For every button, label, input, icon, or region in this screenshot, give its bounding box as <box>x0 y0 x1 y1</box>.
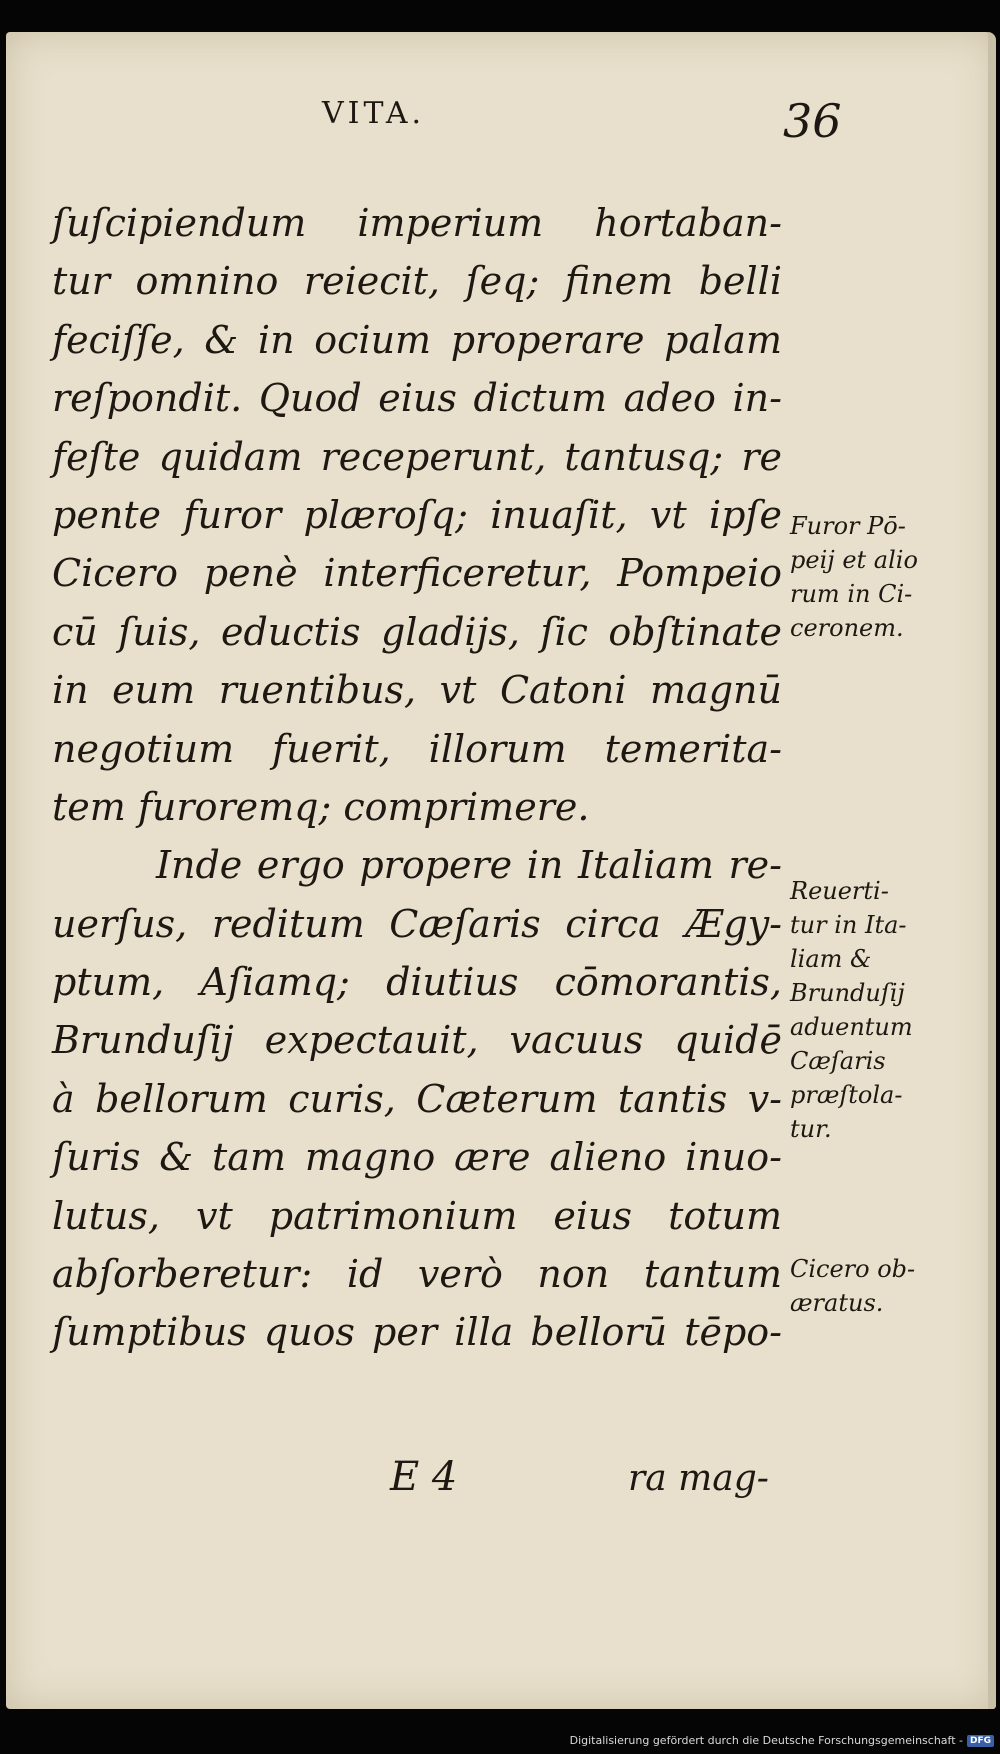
text-line: feciſſe, & in ocium properare palam <box>52 317 782 362</box>
text-line: Inde ergo propere in Italiam re- <box>156 843 782 888</box>
main-text <box>52 194 782 1362</box>
margin-note-line: præſtola- <box>790 1081 903 1109</box>
margin-note-line: rum in Ci- <box>790 580 913 608</box>
margin-note-line: ceronem. <box>790 614 904 642</box>
credit-text: Digitalisierung gefördert durch die Deutsche Forschungsgemeinschaft - <box>569 1734 963 1747</box>
text-line: negotium fuerit, illorum temerita- <box>52 726 782 771</box>
digitization-credit <box>570 1734 994 1747</box>
margin-note-cicero <box>790 1252 970 1320</box>
text-line: cū ſuis, eductis gladijs, ſic obſtinate <box>52 609 782 654</box>
dfg-logo: DFG <box>967 1735 994 1747</box>
text-line: lutus, vt patrimonium eius totum <box>52 1193 782 1238</box>
text-line: ſuris & tam magno ære alieno inuo- <box>52 1135 782 1180</box>
margin-note-line: tur in Ita- <box>790 911 907 939</box>
text-line: pente furor plæroſq; inuaſit, vt ipſe <box>52 492 782 537</box>
margin-note-reuertitur <box>790 874 970 1146</box>
margin-note-line: Furor Pō- <box>790 512 906 540</box>
margin-note-furor <box>790 509 970 645</box>
text-line: reſpondit. Quod eius dictum adeo in- <box>52 376 782 421</box>
text-line: uerſus, reditum Cæſaris circa Ægy- <box>52 901 782 946</box>
page-number: 36 <box>783 94 842 148</box>
margin-note-line: Reuerti- <box>790 877 889 905</box>
text-line: ptum, Aſiamq; diutius cōmorantis, <box>52 960 782 1005</box>
margin-note-line: Brunduſij <box>790 979 905 1007</box>
running-head: VITA. <box>322 96 426 131</box>
text-line: Cicero penè interficeretur, Pompeio <box>52 551 782 596</box>
page-edge <box>988 32 996 1709</box>
text-line: tur omnino reiecit, ſeq; finem belli <box>52 259 782 304</box>
text-line: abſorberetur: id verò non tantum <box>52 1252 782 1297</box>
signature-mark: E 4 <box>390 1454 458 1500</box>
margin-note-line: aduentum <box>790 1013 913 1041</box>
margin-note-line: peij et alio <box>790 546 918 574</box>
margin-note-line: æratus. <box>790 1289 884 1317</box>
text-line: in eum ruentibus, vt Catoni magnū <box>52 668 782 713</box>
margin-note-line: tur. <box>790 1115 832 1143</box>
text-line: tem furoremq; comprimere. <box>52 784 590 829</box>
text-line: Brunduſij expectauit, vacuus quidē <box>52 1018 782 1063</box>
text-line: ſumptibus quos per illa bellorū tēpo- <box>52 1310 782 1355</box>
margin-note-line: liam & <box>790 945 872 973</box>
catchword: ra mag- <box>628 1458 769 1499</box>
margin-note-line: Cicero ob- <box>790 1255 916 1283</box>
text-line: feſte quidam receperunt, tantusq; re <box>52 434 782 479</box>
margin-note-line: Cæſaris <box>790 1047 886 1075</box>
text-line: ſuſcipiendum imperium hortaban- <box>52 201 782 245</box>
text-line: à bellorum curis, Cæterum tantis v- <box>52 1076 782 1121</box>
